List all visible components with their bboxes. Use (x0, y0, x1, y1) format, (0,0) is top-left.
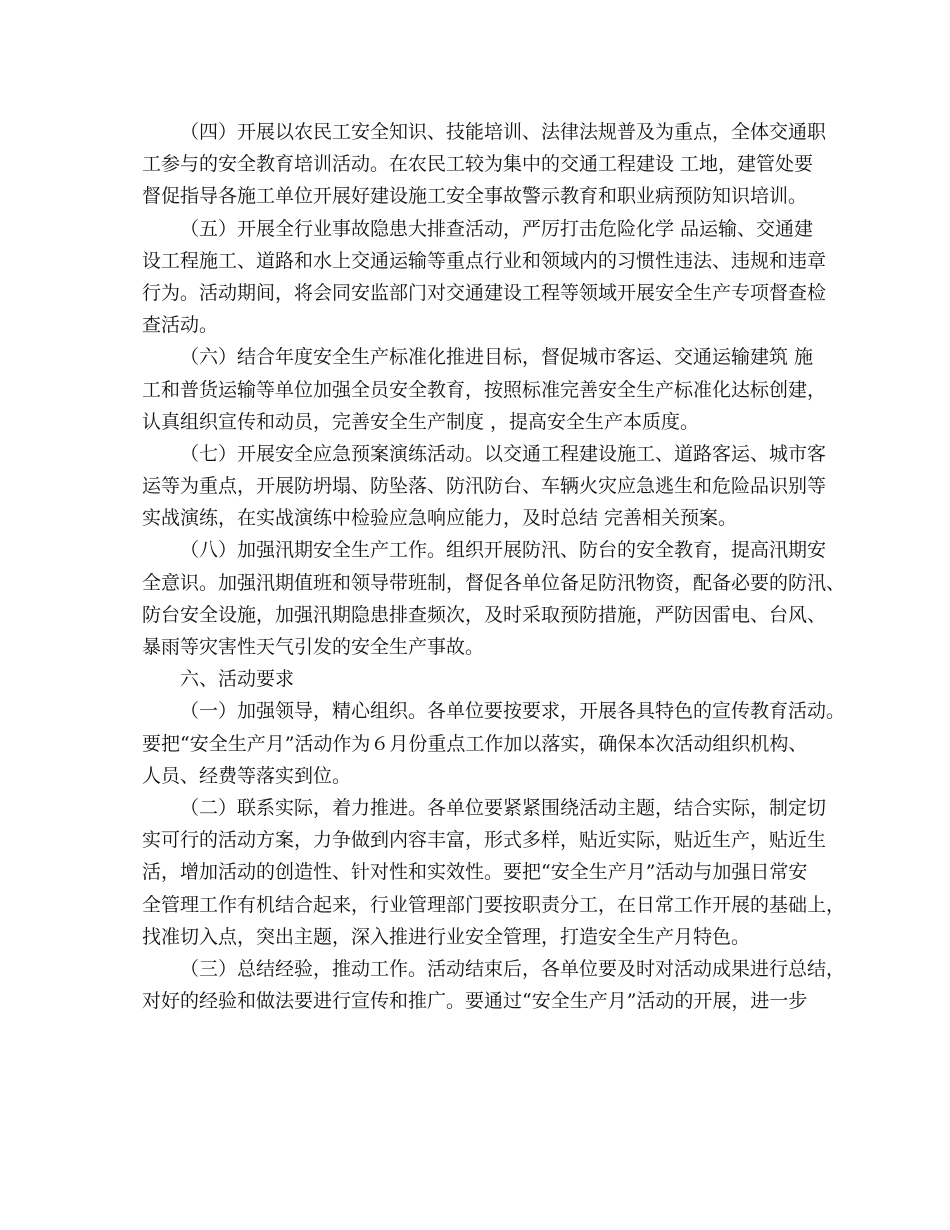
text-line: （一）加强领导，精心组织。各单位要按要求，开展各具特色的宣传教育活动。 (180, 700, 846, 723)
text-line: （三）总结经验，推动工作。活动结束后，各单位要及时对活动成果进行总结， (180, 957, 846, 980)
text-line: 工和普货运输等单位加强全员安全教育，按照标准完善安全生产标准化达标创建， (142, 378, 827, 401)
text-line: 暴雨等灾害性天气引发的安全生产事故。 (142, 636, 485, 658)
text-line: 实战演练，在实战演练中检验应急响应能力，及时总结 完善相关预案。 (142, 507, 738, 530)
paragraph-five (142, 213, 832, 342)
text-line: 要把“安全生产月”活动作为６月份重点工作加以落实，确保本次活动组织机构、 (142, 732, 808, 755)
paragraph-eight (142, 534, 846, 663)
text-line: 运等为重点，开展防坍塌、防坠落、防汛防台、车辆火灾应急逃生和危险品识别等 (142, 475, 827, 498)
text-line: （六）结合年度安全生产标准化推进目标，督促城市客运、交通运输建筑 施 (180, 346, 814, 369)
text-line: （二）联系实际，着力推进。各单位要紧紧围绕活动主题，结合实际，制定切 (180, 796, 827, 819)
requirement-three (142, 953, 846, 1017)
text-line: 防台安全设施，加强汛期隐患排查频次，及时采取预防措施，严防因雷电、台风、 (142, 603, 827, 626)
paragraph-seven (142, 438, 832, 535)
text-line: 全意识。加强汛期值班和领导带班制，督促各单位备足防汛物资，配备必要的防汛、 (142, 571, 846, 594)
paragraph-six (142, 341, 832, 438)
text-line: 找准切入点，突出主题，深入推进行业安全管理，打造安全生产月特色。 (142, 925, 751, 948)
text-line: （八）加强汛期安全生产工作。组织开展防汛、防台的安全教育，提高汛期安 (180, 539, 827, 562)
text-line: 全管理工作有机结合起来，行业管理部门要按职责分工，在日常工作开展的基础上， (142, 893, 846, 916)
requirement-two (142, 792, 846, 953)
paragraph-four (142, 116, 832, 213)
text-line: 人员、经费等落实到位。 (142, 764, 352, 787)
text-line: 督促指导各施工单位开展好建设施工安全事故警示教育和职业病预防知识培训。 (142, 185, 808, 208)
text-line: 设工程施工、道路和水上交通运输等重点行业和领域内的习惯性违法、违规和违章 (142, 249, 827, 272)
section-heading-activity-requirements (142, 663, 832, 695)
text-line: 实可行的活动方案，力争做到内容丰富，形式多样，贴近实际，贴近生产，贴近生 (142, 829, 827, 852)
text-line: 查活动。 (142, 314, 219, 337)
text-line: 工参与的安全教育培训活动。在农民工较为集中的交通工程建设 工地，建管处要 (142, 153, 814, 176)
document-body (142, 116, 846, 1017)
text-line: 活，增加活动的创造性、针对性和实效性。要把“安全生产月”活动与加强日常安 (142, 861, 808, 884)
text-line: 认真组织宣传和动员，完善安全生产制度 ，提高安全生产本质度。 (142, 410, 700, 433)
text-line: （四）开展以农民工安全知识、技能培训、法律法规普及为重点，全体交通职 (180, 121, 827, 143)
text-line: （五）开展全行业事故隐患大排查活动，严厉打击危险化学 品运输、交通建 (180, 217, 814, 240)
text-line: 对好的经验和做法要进行宣传和推广。要通过“安全生产月”活动的开展，进一步 (142, 990, 808, 1013)
text-line: 行为。活动期间，将会同安监部门对交通建设工程等领域开展安全生产专项督查检 (142, 281, 827, 304)
requirement-one (142, 695, 846, 792)
text-line: （七）开展安全应急预案演练活动。以交通工程建设施工、道路客运、城市客 (180, 442, 827, 465)
section-heading: 六、活动要求 (180, 668, 295, 691)
